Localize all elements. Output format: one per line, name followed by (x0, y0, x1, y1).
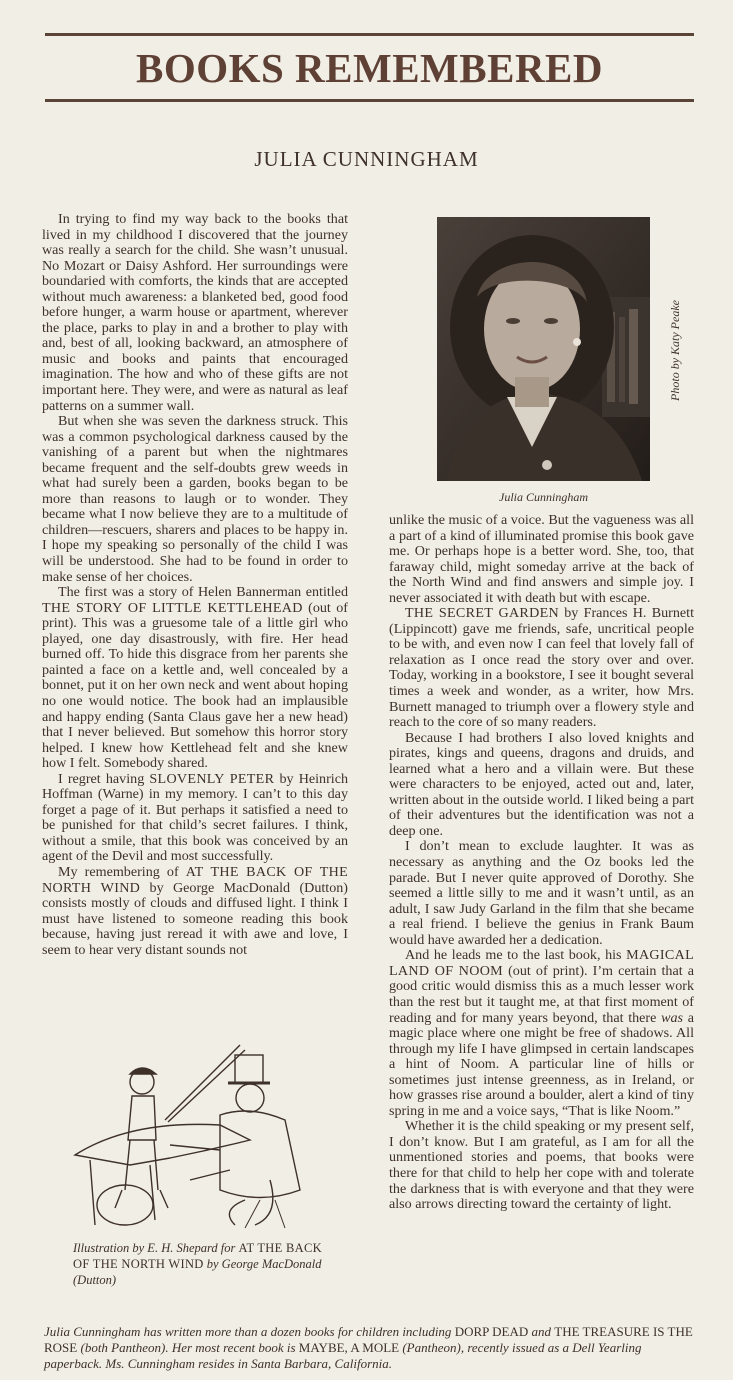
book-title: THE TREASURE IS THE ROSE (44, 1324, 693, 1355)
paragraph: Whether it is the child speaking or my present self, I don’t know. But I am grateful, as I am for all the unmentioned stories and poems, that books were there for that child to help her cope with and tolerate the darkness that is with everyone and that they were also arrows directing toward the certainty of light. (389, 1118, 694, 1213)
article-right-column (389, 513, 694, 1213)
paragraph: But when she was seven the darkness struck. This was a common psychological darkness caused by the vanishing of a parent but when the nightmares became frequent and the self-doubts grew weeds in what had surely been a garden, books began to be more than reasons to laugh or to wonder. They became what I now believe they are to a multitude of children—rescuers, sharers and places to be happy in. I hope my speaking so personally of the child I was will be understood. She had to be found in order to make sense of her choices. (42, 413, 348, 585)
book-title: MAGICAL LAND OF NOOM (389, 947, 694, 979)
paragraph: unlike the music of a voice. But the vagueness was all a part of a kind of illuminated promise this book gave me. Or perhaps hope is a better word. She, too, that faraway child, might someday arrive at the back of the North Wind and find answers and simple joy. I never associated it with death but with escape. (389, 512, 694, 606)
masthead-title: BOOKS REMEMBERED (135, 45, 604, 91)
paragraph: My remembering of AT THE BACK OF THE NORTH WIND by George MacDonald (Dutton) consists mostly of clouds and diffused light. I think I must have listened to someone reading this book because, having just reread it with awe and love, I seem to hear very distant sounds not (42, 863, 348, 958)
book-title: THE SECRET GARDEN (405, 605, 559, 622)
paragraph: I don’t mean to exclude laughter. It was as necessary as anything and the Oz books led the parade. But I never quite approved of Dorothy. She seemed a little silly to me and it wasn’t until, as an adult, I saw Judy Garland in the film that she became a real friend. I believe the genius in Frank Baum would have awarded her a dedication. (389, 838, 694, 948)
author-portrait-photo (437, 217, 650, 481)
book-title: MAYBE, A MOLE (298, 1340, 400, 1355)
paragraph: THE SECRET GARDEN by Frances H. Burnett (Lippincott) gave me friends, safe, uncritical people to be with, and even now I can feel that lovely fall of relaxation as I once read the story over and over. Today, working in a bookstore, I see it bought several times a week and wonder, as a writer, how Mrs. Burnett managed to triumph over a flowery style and reach to the core of so many readers. (389, 605, 694, 731)
paragraph: I regret having SLOVENLY PETER by Heinrich Hoffman (Warne) in my memory. I can’t to this day forget a page of it. But perhaps it satisfied a need to be punished for that child’s secret failures. I think, without a smile, that this book was conceived by an agent of the Devil and most successfully. (42, 770, 349, 865)
article-left-column (42, 212, 348, 958)
book-title: DORP DEAD (454, 1324, 529, 1339)
masthead-bottom-rule (45, 99, 694, 102)
illustration-caption: Illustration by E. H. Shepard for AT THE BACK OF THE NORTH WIND by George MacDonald (Dutton) (73, 1241, 322, 1287)
photo-credit: Photo by Katy Peake (668, 300, 682, 401)
paragraph: Because I had brothers I also loved knights and pirates, kings and queens, dragons and druids, and learned what a hero and a villain were. But these were characters to be enjoyed, acted out and, later, written about in the outside world. I liked being a part of their adventures but the identification was not a deep one. (389, 729, 694, 839)
book-title: AT THE BACK OF THE NORTH WIND (73, 1241, 322, 1271)
north-wind-illustration (70, 1040, 325, 1230)
masthead-top-rule (45, 33, 694, 36)
book-title: SLOVENLY PETER (149, 770, 275, 787)
book-title: AT THE BACK OF THE NORTH WIND (42, 863, 348, 896)
paragraph: The first was a story of Helen Bannerman entitled THE STORY OF LITTLE KETTLEHEAD (out of print). This was a gruesome tale of a little girl who played, one day disastrously, with fire. Her head burned off. To hide this disgrace from her parents she painted a face on a kettle and, well concealed by a bonnet, put it on her own neck and went about hoping no one would notice. The book had an implausible and happy ending (Santa Claus gave her a new head) that I never believed. But somehow this horror story helped. I knew how Kettlehead felt and she knew how I felt. Somebody shared. (42, 584, 348, 772)
paragraph: In trying to find my way back to the books that lived in my childhood I discovered that the journey was really a search for the child. She wasn’t unusual. No Mozart or Daisy Ashford. Her surroundings were boundaried with comforts, the kinds that are accepted without much awareness: a blanketed bed, good food before hunger, a warm house or apartment, wherever the place, parks to play in and a brother to play with and, best of all, looking backward, an atmosphere of music and books and paints that encouraged imagination. The how and who of these gifts are not important here. They were, and were as natural as leaf patterns on a summer wall. (42, 211, 348, 414)
paragraph: And he leads me to the last book, his MAGICAL LAND OF NOOM (out of print). I’m certain that a good critic would dismiss this as a much lesser work than the rest but it taught me, at that first moment of reading and for many years beyond, that there was a magic place where one might be free of shadows. All through my life I have glimpsed in certain landscapes a hint of Noom. A particular line of hills or sometimes just intense greenness, as in Ireland, or how grasses rise around a boulder, alert a kind of tiny spring in me and a voice says, “That is like Noom.” (389, 947, 694, 1119)
book-title: THE STORY OF LITTLE KETTLEHEAD (42, 599, 303, 616)
photo-caption: Julia Cunningham (499, 490, 588, 504)
author-byline: JULIA CUNNINGHAM (254, 147, 479, 171)
author-bio-footer: Julia Cunningham has written more than a dozen books for children including DORP DEAD and THE TREASURE IS THE ROSE (both Pantheon). Her most recent book is MAYBE, A MOLE (Pantheon), recently issued as a Dell Yearling paperback. Ms. Cunningham resides in Santa Barbara, California. (44, 1324, 693, 1371)
